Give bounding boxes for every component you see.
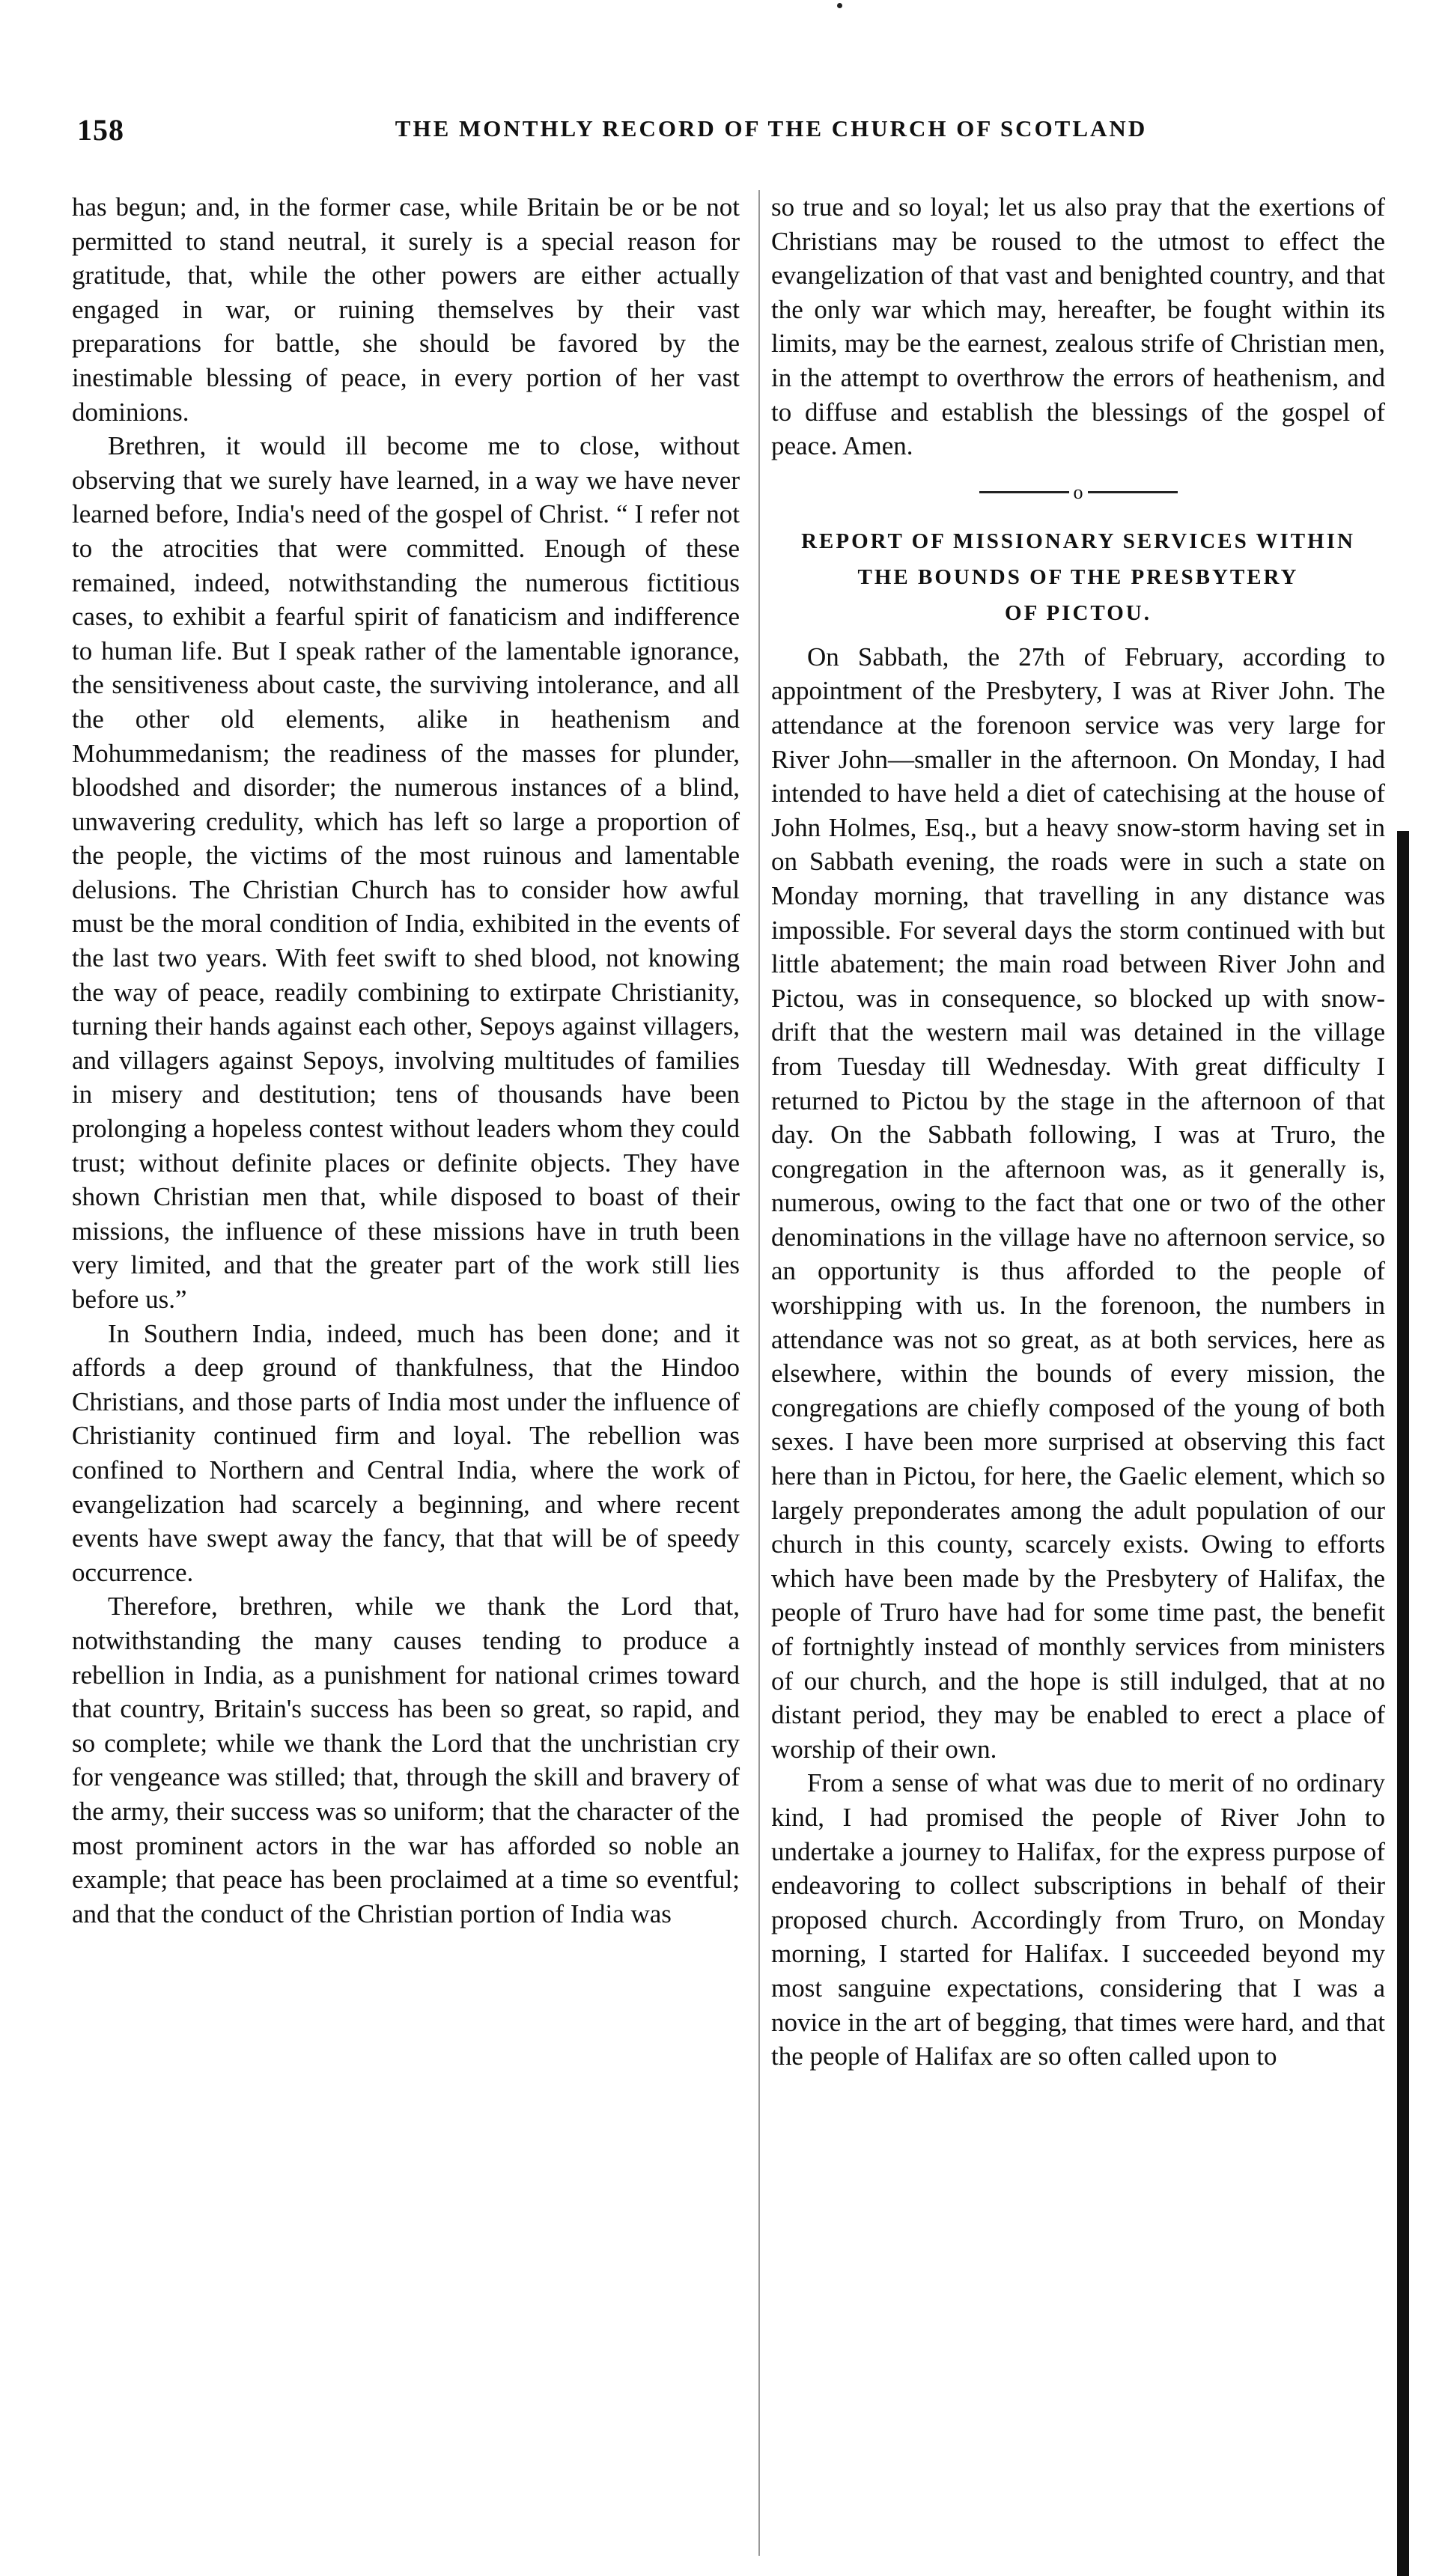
left-column [72,190,740,1931]
section-title-line: OF PICTOU. [1005,600,1152,625]
section-title-line: REPORT OF MISSIONARY SERVICES WITHIN [801,529,1355,553]
paragraph: so true and so loyal; let us also pray that the exertions of Christians may be roused to the utmost to effect the evangelization of that vast and benighted country, and that the only war which may, hereafter, be fought within its limits, may be the earnest, zealous strife of Christian men, in the attempt to overthrow the errors of heathenism, and to diffuse and establish the blessings of the gospel of peace. Amen. [771,192,1385,461]
rule-line [1088,491,1178,493]
column-divider [758,190,760,2556]
rule-ornament: o [1073,481,1083,503]
paragraph: In Southern India, indeed, much has been done; and it affords a deep ground of thankfulness, that the Hindoo Christians, and those parts of India most under the influence of Christianity continued firm and loyal. The rebellion was confined to Northern and Central India, where the work of evangelization had scarcely a beginning, and where recent events have swept away the fancy, that that will be of speedy occurrence. [72,1318,740,1587]
paragraph: Therefore, brethren, while we thank the Lord that, notwithstanding the many causes tending to produce a rebellion in India, as a punishment for national crimes toward that country, Britain's success has been so great, so rapid, and so complete; while we thank the Lord that the unchristian cry for vengeance was stilled; that, through the skill and bravery of the army, their success was so uniform; that the character of the most prominent actors in the war has afforded so noble an example; that peace has been proclaimed at a time so eventful; and that the conduct of the Christian portion of India was [72,1592,740,1928]
paragraph: On Sabbath, the 27th of February, according to appointment of the Presbytery, I was at River John. The attendance at the forenoon service was very large for River John—smaller in the afternoon. On Monday, I had intended to have held a diet of catechising at the house of John Holmes, Esq., but a heavy snow-storm having set in on Sabbath evening, the roads were in such a state on Monday morning, that travelling in any distance was impossible. For several days the storm continued with but little abatement; the main road between River John and Pictou, was in consequence, so blocked up with snow-drift that the western mail was detained in the village from Tuesday till Wednesday. With great difficulty I returned to Pictou by the stage in the afternoon of that day. On the Sabbath following, I was at Truro, the congregation in the afternoon was, as it generally is, numerous, owing to the fact that one or two of the other denominations in the village have no afternoon service, so an opportunity is thus afforded to the people of worshipping with us. In the forenoon, the numbers in attendance was not so great, as at both services, here as elsewhere, within the bounds of every mission, the congregations are chiefly composed of the young of both sexes. I have been more surprised at observing this fact here than in Pictou, for here, the Gaelic element, which so largely preponderates among the adult population of our church in this county, scarcely exists. Owing to efforts which have been made by the Presbytery of Halifax, the people of Truro have had for some time past, the benefit of fortnightly instead of monthly services from ministers of our church, and the hope is still indulged, that at no distant period, they may be enabled to erect a place of worship of their own. [771,642,1385,1764]
right-column [771,190,1385,2074]
paragraph: Brethren, it would ill become me to close, without observing that we surely have learned, in a way we have never learned before, India's need of the gospel of Christ. “ I refer not to the atrocities that were committed. Enough of these remained, indeed, notwithstanding the numerous fictitious cases, to exhibit a fearful spirit of fanaticism and indifference to human life. But I speak rather of the lamentable ignorance, the sensitiveness about caste, the surviving intolerance, and all the other old elements, alike in heathenism and Mohummedanism; the readiness of the masses for plunder, bloodshed and disorder; the numerous instances of a blind, unwavering credulity, which has left so large a proportion of the people, the victims of the most ruinous and lamentable delusions. The Christian Church has to consider how awful must be the moral condition of India, exhibited in the events of the last two years. With feet swift to shed blood, not knowing the way of peace, readily combining to extirpate Christianity, turning their hands against each other, Sepoys against villagers, and villagers against Sepoys, involving multitudes of families in misery and destitution; tens of thousands have been prolonging a hopeless contest without leaders whom they could trust; without definite places or definite objects. They have shown Christian men that, while disposed to boast of their missions, the influence of these missions have in truth been very limited, and that the greater part of the work still lies before us.” [72,431,740,1314]
section-rule [771,480,1385,504]
paragraph: has begun; and, in the former case, while Britain be or be not permitted to stand neutral, it surely is a special reason for gratitude, that, while the other powers are either actually engaged in war, or ruining themselves by their vast preparations for battle, she should be favored by the inestimable blessing of peace, in every portion of her vast dominions. [72,192,740,427]
page-header [0,112,1448,157]
running-head: THE MONTHLY RECORD OF THE CHURCH OF SCOTLAND [395,115,1148,141]
scan-edge-shadow [1397,831,1409,2576]
rule-line [979,491,1069,493]
ink-speck [837,3,842,8]
section-title [771,523,1385,631]
paragraph: From a sense of what was due to merit of no ordinary kind, I had promised the people of River John to undertake a journey to Halifax, for the express purpose of endeavoring to collect subscriptions in behalf of their proposed church. Accordingly from Truro, on Monday morning, I started for Halifax. I succeeded beyond my most sanguine expectations, considering that I was a novice in the art of begging, that times were hard, and that the people of Halifax are so often called upon to [771,1768,1385,2071]
page-number: 158 [77,113,124,147]
section-title-line: THE BOUNDS OF THE PRESBYTERY [857,564,1299,589]
